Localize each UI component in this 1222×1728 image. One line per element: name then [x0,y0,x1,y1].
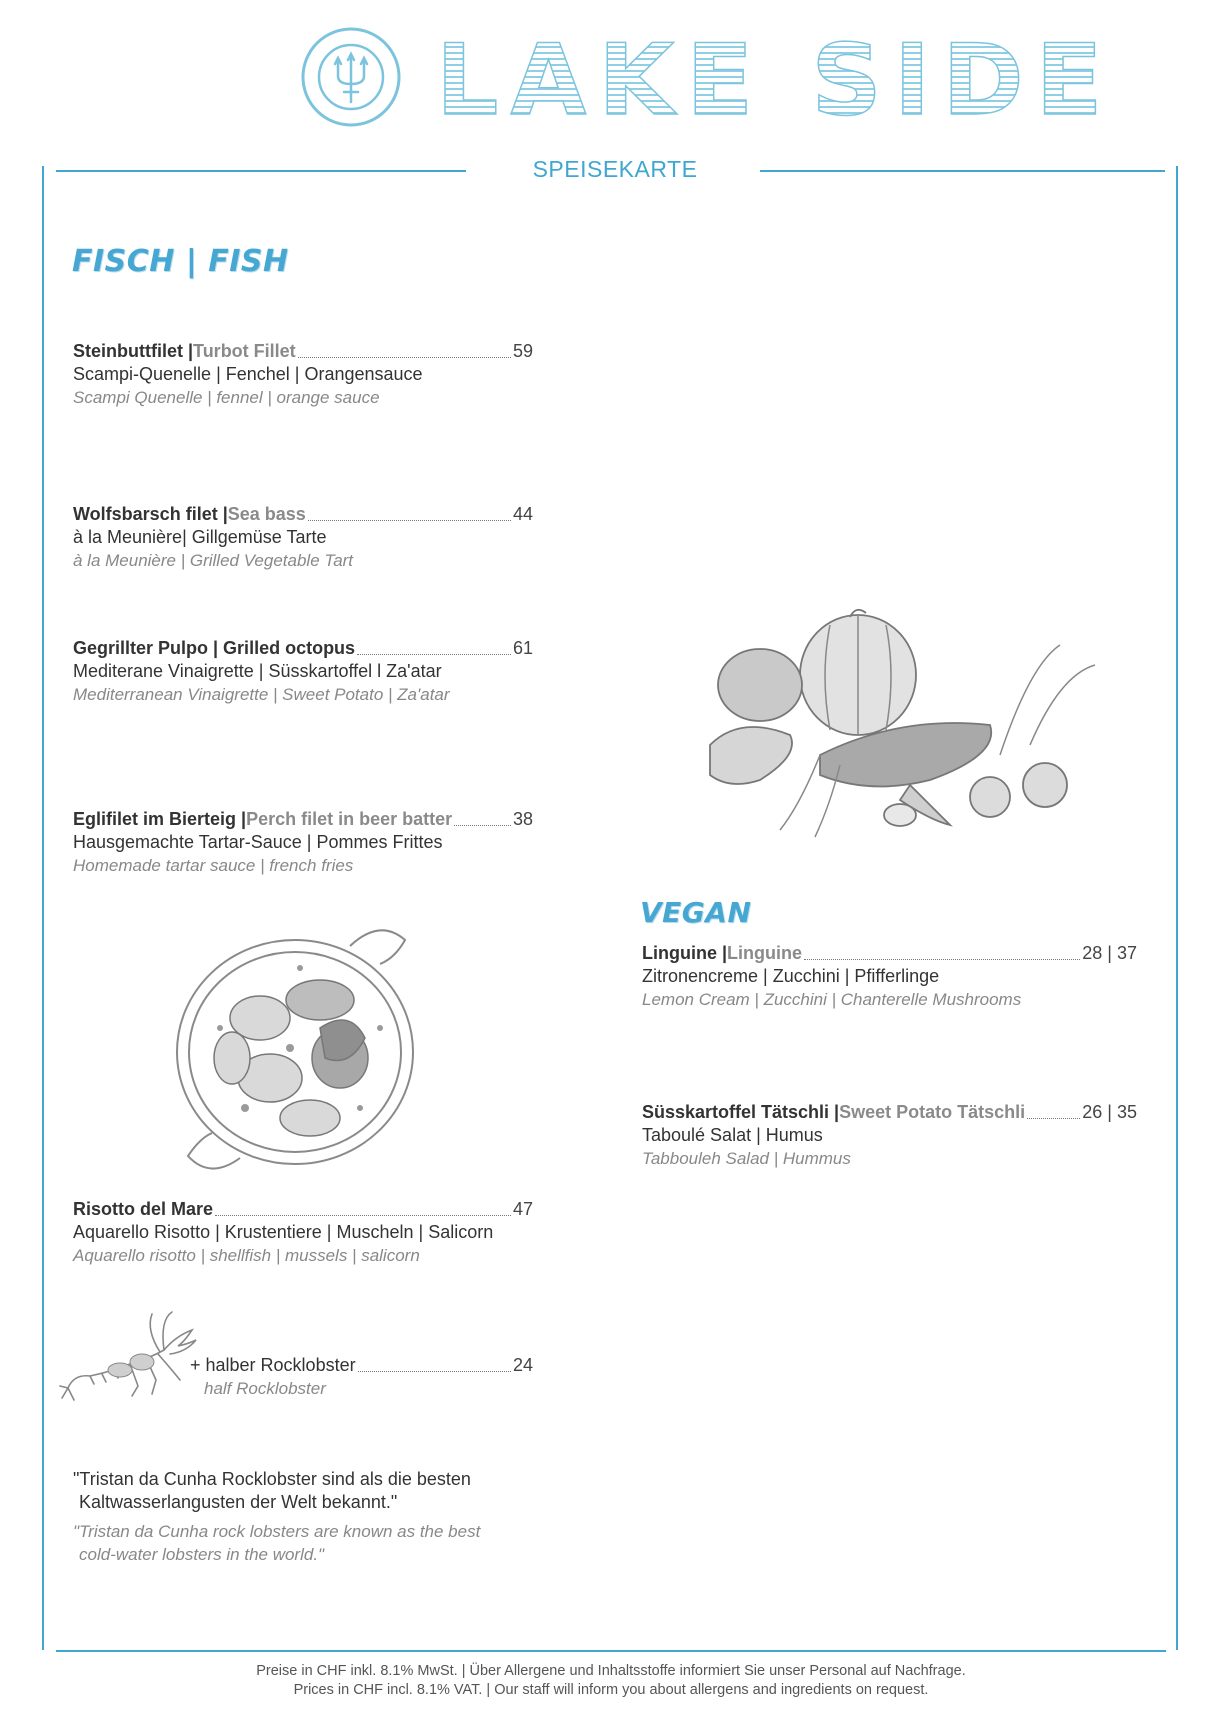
quote-en-line2: cold-water lobsters in the world." [79,1545,325,1564]
footer [0,1662,1222,1700]
dotted-leader [308,520,511,521]
item-desc-en: Tabbouleh Salad | Hummus [642,1149,851,1168]
menu-item [73,808,533,877]
quote-de-line1: "Tristan da Cunha Rocklobster sind als die besten [73,1469,471,1489]
addon-desc-en: half Rocklobster [204,1379,326,1398]
item-name-de: Wolfsbarsch filet | [73,504,228,524]
vegetables-illustration [700,605,1110,840]
item-price: 38 [512,809,533,829]
addon-price: 24 [512,1355,533,1375]
menu-item [642,942,1137,1011]
trident-logo-icon [300,26,402,128]
item-desc-de: à la Meunière| Gillgemüse Tarte [73,527,327,547]
item-name-de: Steinbuttfilet | [73,341,194,361]
brand-name: LAKE SIDE [436,24,1115,138]
frame-right [1176,166,1178,1650]
dotted-leader [358,1371,511,1372]
dotted-leader [1027,1118,1080,1119]
item-name-en: Turbot Fillet [193,341,296,361]
brand-logo [434,22,1115,138]
item-desc-en: Scampi Quenelle | fennel | orange sauce [73,388,380,407]
section-heading-vegan: VEGAN [640,896,752,929]
menu-item [73,637,533,706]
item-price: 44 [512,504,533,524]
frame-top-left [56,170,466,172]
quote-de-line2: Kaltwasserlangusten der Welt bekannt." [79,1492,398,1512]
item-desc-de: Hausgemachte Tartar-Sauce | Pommes Frittes [73,832,443,852]
section-heading-fish: FISCH | FISH [72,244,289,279]
item-desc-de: Taboulé Salat | Humus [642,1125,823,1145]
item-desc-en: à la Meunière | Grilled Vegetable Tart [73,551,354,570]
item-name-de: Süsskartoffel Tätschli | [642,1102,840,1122]
item-desc-en: Aquarello risotto | shellfish | mussels | salicorn [73,1246,420,1265]
item-desc-de: Mediterane Vinaigrette | Süsskartoffel l Za'atar [73,661,442,681]
item-desc-en: Homemade tartar sauce | french fries [73,856,354,875]
item-name-de: Risotto del Mare [73,1199,214,1219]
item-desc-en: Lemon Cream | Zucchini | Chanterelle Mushrooms [642,990,1022,1009]
addon-name: + halber Rocklobster [190,1355,356,1375]
lobster-illustration [60,1310,200,1410]
menu-item-addon [190,1354,533,1400]
menu-item [642,1101,1137,1170]
quote-en-line1: "Tristan da Cunha rock lobsters are known as the best [73,1522,481,1541]
item-desc-de: Aquarello Risotto | Krustentiere | Muscheln | Salicorn [73,1222,494,1242]
item-name-en: Perch filet in beer batter [246,809,453,829]
frame-left [42,166,44,1650]
frame-top-right [760,170,1165,172]
item-name-en: Sea bass [227,504,306,524]
item-price: 59 [512,341,533,361]
footer-line-de: Preise in CHF inkl. 8.1% MwSt. | Über Allergene und Inhaltsstoffe informiert Sie unser Personal auf Nachfrage. [256,1663,966,1679]
item-name-en: Linguine [727,943,803,963]
item-name-de: Eglifilet im Bierteig | [73,809,247,829]
item-desc-de: Zitronencreme | Zucchini | Pfifferlinge [642,966,940,986]
item-desc-de: Scampi-Quenelle | Fenchel | Orangensauce [73,364,423,384]
item-price: 26 | 35 [1082,1102,1137,1122]
dotted-leader [215,1215,511,1216]
footer-line-en: Prices in CHF incl. 8.1% VAT. | Our staff will inform you about allergens and ingredients on request. [293,1682,929,1698]
menu-item [73,1198,533,1267]
seafood-pan-illustration [150,918,440,1178]
item-price: 28 | 37 [1082,943,1137,963]
item-price: 61 [512,638,533,658]
dotted-leader [804,959,1080,960]
page-title: SPEISEKARTE [532,156,698,182]
item-name-de: Linguine | [642,943,728,963]
dotted-leader [357,654,511,655]
frame-bottom [56,1650,1166,1652]
menu-item [73,503,533,572]
menu-item [73,340,533,409]
item-desc-en: Mediterranean Vinaigrette | Sweet Potato | Za'atar [73,685,450,704]
item-price: 47 [512,1199,533,1219]
quote [73,1468,533,1566]
item-name-de: Gegrillter Pulpo | Grilled octopus [73,638,356,658]
item-name-en: Sweet Potato Tätschli [839,1102,1026,1122]
dotted-leader [298,357,511,358]
dotted-leader [454,825,511,826]
